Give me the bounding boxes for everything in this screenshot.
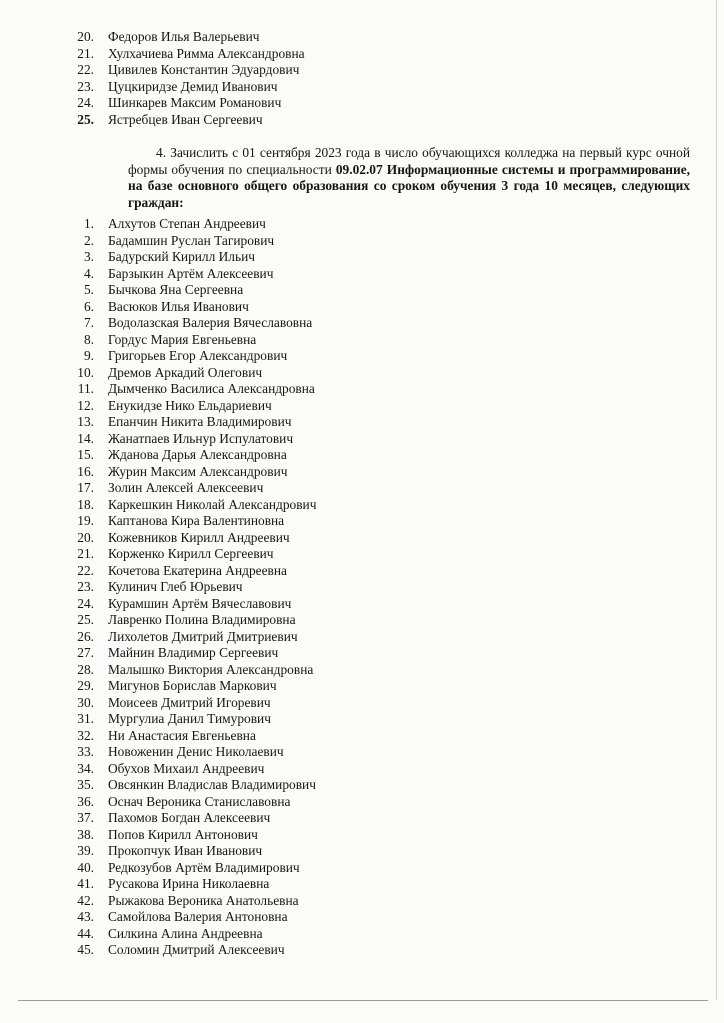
list-item-number: 23. [77,579,94,594]
list-item-name: Барзыкин Артём Алексеевич [108,265,274,281]
list-item [68,629,316,646]
list-item-name: Григорьев Егор Александрович [108,348,288,363]
list-item-name: Ни Анастасия Евгеньевна [108,727,256,743]
list-item-number: 41. [77,876,94,891]
list-item-number: 2. [83,232,94,248]
list-item-number: 20. [77,29,94,44]
list-item-name: Овсянкин Владислав Владимирович [108,777,316,792]
list-item [68,909,316,926]
list-item-name: Васюков Илья Иванович [108,298,249,314]
list-item-name: Корженко Кирилл Сергеевич [108,546,274,561]
list-item [68,398,316,415]
list-item-name: Цивилев Константин Эдуардович [108,62,300,77]
list-item-name: Моисеев Дмитрий Игоревич [108,694,271,710]
list-item [68,282,316,299]
list-item-name: Епанчин Никита Владимирович [108,414,292,429]
list-item [68,728,316,745]
list-item [68,29,305,46]
list-item-number: 14. [77,430,94,446]
list-item-number: 1. [83,216,94,231]
list-item-name: Лихолетов Дмитрий Дмитриевич [108,628,298,644]
list-item-number: 42. [77,892,94,908]
list-item [68,497,316,514]
list-item [68,249,316,266]
list-item [68,761,316,778]
list-item-number: 34. [77,760,94,776]
list-item [68,942,316,959]
enrollment-paragraph [128,145,690,211]
list-item [68,827,316,844]
list-item-number: 24. [77,595,94,611]
list-item [68,893,316,910]
list-item-number: 35. [77,777,94,792]
list-item-number: 20. [77,529,94,545]
list-item-name: Прокопчук Иван Иванович [108,843,263,858]
list-item-name: Русакова Ирина Николаевна [108,876,270,891]
list-item-number: 17. [77,480,94,495]
list-item-name: Самойлова Валерия Антоновна [108,909,288,924]
list-item-name: Алхутов Степан Андреевич [108,216,266,231]
list-item-name: Курамшин Артём Вячеславович [108,595,292,611]
list-item-name: Бычкова Яна Сергеевна [108,282,244,297]
list-item-name: Жанатпаев Ильнур Испулатович [108,430,294,446]
list-item [68,79,305,96]
list-item-number: 28. [77,661,94,677]
list-item [68,794,316,811]
list-item [68,563,316,580]
list-item [68,695,316,712]
list-item-number: 5. [83,282,94,297]
list-item-number: 31. [77,711,94,726]
list-item [68,546,316,563]
list-item-name: Дымченко Василиса Александровна [108,381,315,396]
list-item-number: 4. [83,265,94,281]
list-item [68,447,316,464]
paragraph-number: 4. [156,145,167,160]
list-item [68,414,316,431]
list-item-number: 8. [83,331,94,347]
list-item-number: 7. [83,315,94,330]
list-item [68,299,316,316]
list-item-name: Водолазская Валерия Вячеславовна [108,315,313,330]
list-item [68,348,316,365]
list-item-number: 11. [77,381,94,396]
list-item-name: Силкина Алина Андреевна [108,925,263,941]
list-item-name: Бадамшин Руслан Тагирович [108,232,275,248]
list-item [68,431,316,448]
list-item [68,777,316,794]
paragraph-text: Зачислить с 01 сентября 2023 года в число обучающихся колледжа на первый курс очной формы обучения по специальности [128,145,690,177]
list-item [68,315,316,332]
list-item [68,860,316,877]
page-right-edge [716,0,717,1000]
list-item-name: Дремов Аркадий Олегович [108,364,263,380]
list-item-name: Оснач Вероника Станиславовна [108,793,291,809]
list-item [68,95,305,112]
list-item-number: 27. [77,645,94,660]
list-item [68,216,316,233]
list-item-number: 25. [77,111,94,127]
list-item-number: 37. [77,810,94,825]
list-item-number: 3. [83,249,94,264]
list-item-name: Новоженин Денис Николаевич [108,744,284,759]
list-item-name: Майнин Владимир Сергеевич [108,645,279,660]
list-item [68,513,316,530]
list-item-number: 25. [77,612,94,627]
list-item-name: Каптанова Кира Валентиновна [108,513,285,528]
list-item [68,530,316,547]
list-item [68,112,305,129]
list-item-name: Журин Максим Александрович [108,463,288,479]
list-item [68,464,316,481]
list-item [68,645,316,662]
list-item-number: 36. [77,793,94,809]
list-item-number: 43. [77,909,94,924]
list-item-number: 19. [77,513,94,528]
list-item [68,744,316,761]
list-item-name: Каркешкин Николай Александрович [108,496,317,512]
list-item-name: Золин Алексей Алексеевич [108,480,264,495]
list-item-name: Жданова Дарья Александровна [108,447,287,462]
student-list-specialty [68,216,316,959]
student-list-continued [68,29,305,128]
list-item-number: 21. [77,546,94,561]
list-item-name: Ястребцев Иван Сергеевич [108,111,263,127]
list-item [68,926,316,943]
list-item-name: Редкозубов Артём Владимирович [108,859,300,875]
list-item-name: Кочетова Екатерина Андреевна [108,562,287,578]
list-item [68,365,316,382]
list-item-number: 33. [77,744,94,759]
list-item-name: Кулинич Глеб Юрьевич [108,579,243,594]
list-item-name: Енукидзе Нико Ельдариевич [108,397,272,413]
list-item-name: Кожевников Кирилл Андреевич [108,529,290,545]
list-item-number: 23. [77,78,94,94]
list-item-name: Лавренко Полина Владимировна [108,612,296,627]
list-item-number: 38. [77,826,94,842]
list-item-name: Бадурский Кирилл Ильич [108,249,255,264]
list-item-number: 18. [77,496,94,512]
list-item-name: Обухов Михаил Андреевич [108,760,265,776]
list-item-name: Рыжакова Вероника Анатольевна [108,892,299,908]
list-item [68,843,316,860]
list-item-number: 40. [77,859,94,875]
list-item-number: 44. [77,925,94,941]
list-item-number: 12. [77,397,94,413]
list-item [68,711,316,728]
list-item-number: 24. [77,95,94,110]
list-item-name: Малышко Виктория Александровна [108,661,314,677]
list-item-number: 15. [77,447,94,462]
list-item-number: 6. [83,298,94,314]
paragraph-bold-text: 09.02.07 Информационные системы и программирование, на базе основного общего образования со сроком обучения 3 года 10 месяцев, следующих граждан: [128,161,690,210]
page-bottom-edge [18,1000,708,1001]
list-item [68,62,305,79]
list-item-number: 13. [77,414,94,429]
list-item [68,233,316,250]
list-item-number: 39. [77,843,94,858]
list-item-number: 26. [77,628,94,644]
list-item-name: Пахомов Богдан Алексеевич [108,810,271,825]
list-item-number: 9. [83,348,94,363]
list-item-name: Федоров Илья Валерьевич [108,29,260,44]
list-item-name: Мургулиа Данил Тимурович [108,711,271,726]
list-item-number: 22. [77,562,94,578]
list-item [68,46,305,63]
list-item [68,662,316,679]
list-item-number: 45. [77,942,94,957]
list-item [68,596,316,613]
list-item [68,876,316,893]
list-item [68,332,316,349]
list-item-name: Хулхачиева Римма Александровна [108,45,305,61]
list-item [68,810,316,827]
list-item [68,381,316,398]
list-item-name: Соломин Дмитрий Алексеевич [108,942,285,957]
list-item-name: Попов Кирилл Антонович [108,826,258,842]
list-item [68,480,316,497]
list-item-number: 16. [77,463,94,479]
list-item-number: 21. [77,45,94,61]
list-item [68,678,316,695]
list-item-number: 32. [77,727,94,743]
list-item-number: 30. [77,694,94,710]
list-item-name: Шинкарев Максим Романович [108,95,282,110]
list-item-number: 29. [77,678,94,693]
list-item-number: 10. [77,364,94,380]
list-item-name: Гордус Мария Евгеньевна [108,331,257,347]
list-item-name: Мигунов Борислав Маркович [108,678,277,693]
list-item [68,266,316,283]
list-item [68,579,316,596]
list-item-number: 22. [77,62,94,77]
list-item [68,612,316,629]
list-item-name: Цуцкиридзе Демид Иванович [108,78,278,94]
